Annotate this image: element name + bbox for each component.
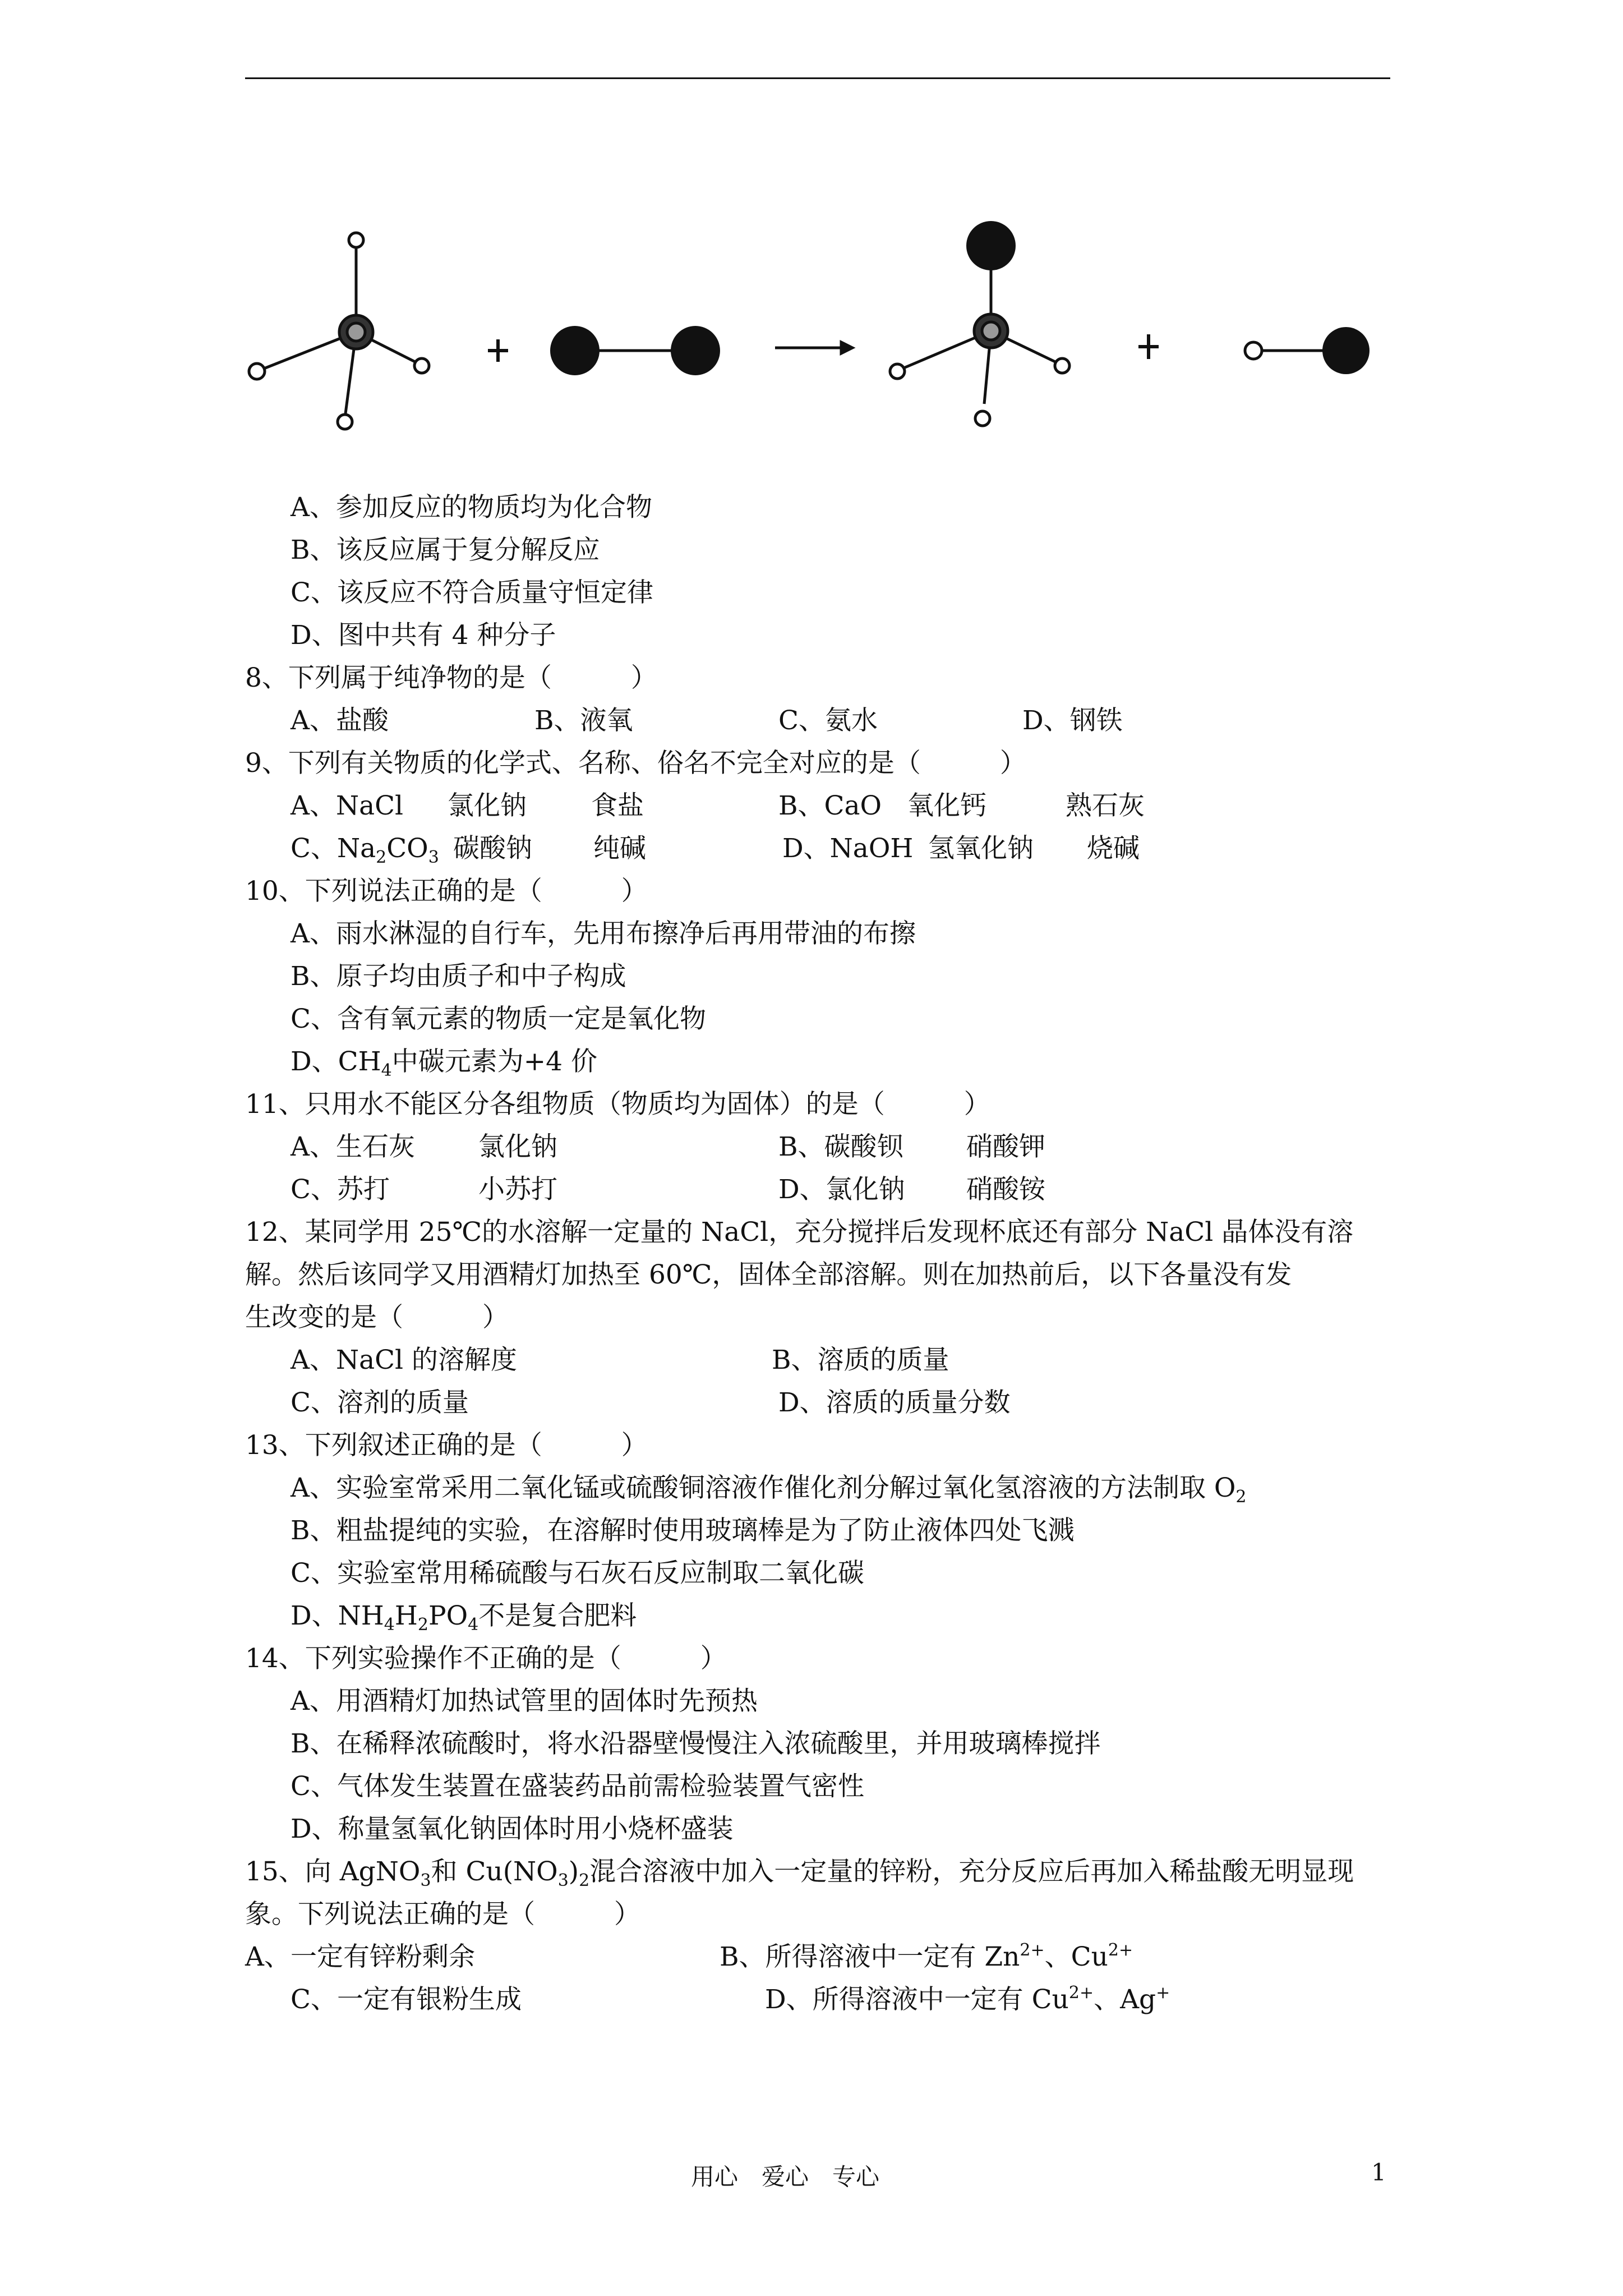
q15-option-b: B、所得溶液中一定有 $Zn^{2+}$、$Cu^{2+}$ <box>720 1940 1133 1972</box>
q11-d-item2: 硝酸铵 <box>966 1174 1045 1205</box>
q15-stem-line1: 15、向 AgNO$_3$和 $Cu(NO_3)_2$混合溶液中加入一定量的锌粉，充分反应后再加入稀盐酸无明显现 <box>245 1856 1354 1890</box>
reaction-arrow <box>775 342 852 353</box>
q8-option-c: C、氨水 <box>778 705 878 736</box>
q15-option-a: A、一定有锌粉剩余 <box>245 1941 475 1972</box>
q13-stem: 13、下列叙述正确的是（ ） <box>245 1430 648 1461</box>
q13-option-c: C、实验室常用稀硫酸与石灰石反应制取二氧化碳 <box>291 1558 864 1589</box>
footer-motto: 用心 爱心 专心 <box>691 2163 880 2191</box>
q9-d-name: 氢氧化钠 <box>928 833 1034 864</box>
q14-option-c: C、气体发生装置在盛装药品前需检验装置气密性 <box>291 1771 864 1802</box>
product-molecule-2 <box>1245 327 1370 374</box>
q12-stem-line2: 解。然后该同学又用酒精灯加热至 60℃，固体全部溶解。则在加热前后，以下各量没有发 <box>245 1259 1292 1290</box>
q9-b-name: 氧化钙 <box>907 790 986 821</box>
q12-option-b: B、溶质的质量 <box>772 1345 949 1375</box>
q9-a-formula: A、NaCl <box>291 790 404 821</box>
q11-a-item1: A、生石灰 <box>291 1131 415 1162</box>
q10-option-a: A、雨水淋湿的自行车，先用布擦净后再用带油的布擦 <box>291 918 916 949</box>
product-molecule-1 <box>890 221 1069 426</box>
q8-option-b: B、液氧 <box>534 705 633 736</box>
q12-option-c: C、溶剂的质量 <box>291 1387 469 1418</box>
q9-c-formula: C、$Na_2CO_3$ <box>291 833 439 867</box>
q11-stem: 11、只用水不能区分各组物质（物质均为固体）的是（ ） <box>245 1089 990 1120</box>
reactant-molecule-1 <box>249 233 429 429</box>
q9-d-formula: D、NaOH <box>782 833 914 864</box>
q8-option-a: A、盐酸 <box>291 705 389 736</box>
q15-option-c: C、一定有银粉生成 <box>291 1984 522 2015</box>
q11-c-item2: 小苏打 <box>478 1174 557 1205</box>
plus-sign-2 <box>1138 334 1159 359</box>
q12-stem-line3: 生改变的是（ ） <box>245 1302 509 1333</box>
reactant-molecule-2 <box>550 326 720 375</box>
q9-b-formula: B、CaO <box>778 790 882 821</box>
q11-c-item1: C、苏打 <box>291 1174 390 1205</box>
q12-option-a: A、NaCl 的溶解度 <box>291 1345 518 1375</box>
q9-stem: 9、下列有关物质的化学式、名称、俗名不完全对应的是（ ） <box>245 748 1026 779</box>
q11-b-item1: B、碳酸钡 <box>778 1131 903 1162</box>
q7-option-c: C、该反应不符合质量守恒定律 <box>291 577 653 608</box>
q14-option-b: B、在稀释浓硫酸时，将水沿器壁慢慢注入浓硫酸里，并用玻璃棒搅拌 <box>291 1728 1101 1759</box>
q9-d-common: 烧碱 <box>1087 833 1140 864</box>
q7-option-d: D、图中共有 4 种分子 <box>291 620 556 651</box>
header-rule <box>245 77 1390 79</box>
q11-d-item1: D、氯化钠 <box>778 1174 905 1205</box>
q10-option-c: C、含有氧元素的物质一定是氧化物 <box>291 1004 706 1034</box>
q13-option-a: A、实验室常采用二氧化锰或硫酸铜溶液作催化剂分解过氧化氢溶液的方法制取 $O_2$ <box>291 1473 1247 1507</box>
plus-sign-1 <box>488 339 508 362</box>
q14-option-a: A、用酒精灯加热试管里的固体时先预热 <box>291 1686 758 1717</box>
q10-option-b: B、原子均由质子和中子构成 <box>291 961 626 992</box>
reaction-diagram <box>241 208 1408 443</box>
q15-option-d: D、所得溶液中一定有 $Cu^{2+}$、Ag+ <box>765 1983 1170 2015</box>
q13-option-d: D、$NH_4H_2PO_4$不是复合肥料 <box>291 1600 637 1635</box>
q11-b-item2: 硝酸钾 <box>966 1131 1045 1162</box>
q9-c-name: 碳酸钠 <box>453 833 532 864</box>
q9-c-common: 纯碱 <box>593 833 646 864</box>
q11-a-item2: 氯化钠 <box>478 1131 557 1162</box>
q10-option-d: D、$CH_4$中碳元素为+4 价 <box>291 1046 597 1080</box>
page-number: 1 <box>1371 2159 1386 2186</box>
q12-option-d: D、溶质的质量分数 <box>778 1387 1011 1418</box>
q9-b-common: 熟石灰 <box>1066 790 1145 821</box>
q7-option-b: B、该反应属于复分解反应 <box>291 535 600 565</box>
q13-option-b: B、粗盐提纯的实验，在溶解时使用玻璃棒是为了防止液体四处飞溅 <box>291 1515 1075 1546</box>
q14-stem: 14、下列实验操作不正确的是（ ） <box>245 1643 727 1674</box>
q7-option-a: A、参加反应的物质均为化合物 <box>291 492 652 523</box>
q9-a-name: 氯化钠 <box>448 790 527 821</box>
q15-stem-line2: 象。下列说法正确的是（ ） <box>245 1899 640 1930</box>
q14-option-d: D、称量氢氧化钠固体时用小烧杯盛装 <box>291 1814 734 1844</box>
q8-stem: 8、下列属于纯净物的是（ ） <box>245 662 657 693</box>
q10-stem: 10、下列说法正确的是（ ） <box>245 876 648 907</box>
q8-option-d: D、钢铁 <box>1022 705 1123 736</box>
q12-stem-line1: 12、某同学用 25℃的水溶解一定量的 NaCl，充分搅拌后发现杯底还有部分 NaCl 晶体没有溶 <box>245 1217 1354 1248</box>
q9-a-common: 食盐 <box>591 790 644 821</box>
